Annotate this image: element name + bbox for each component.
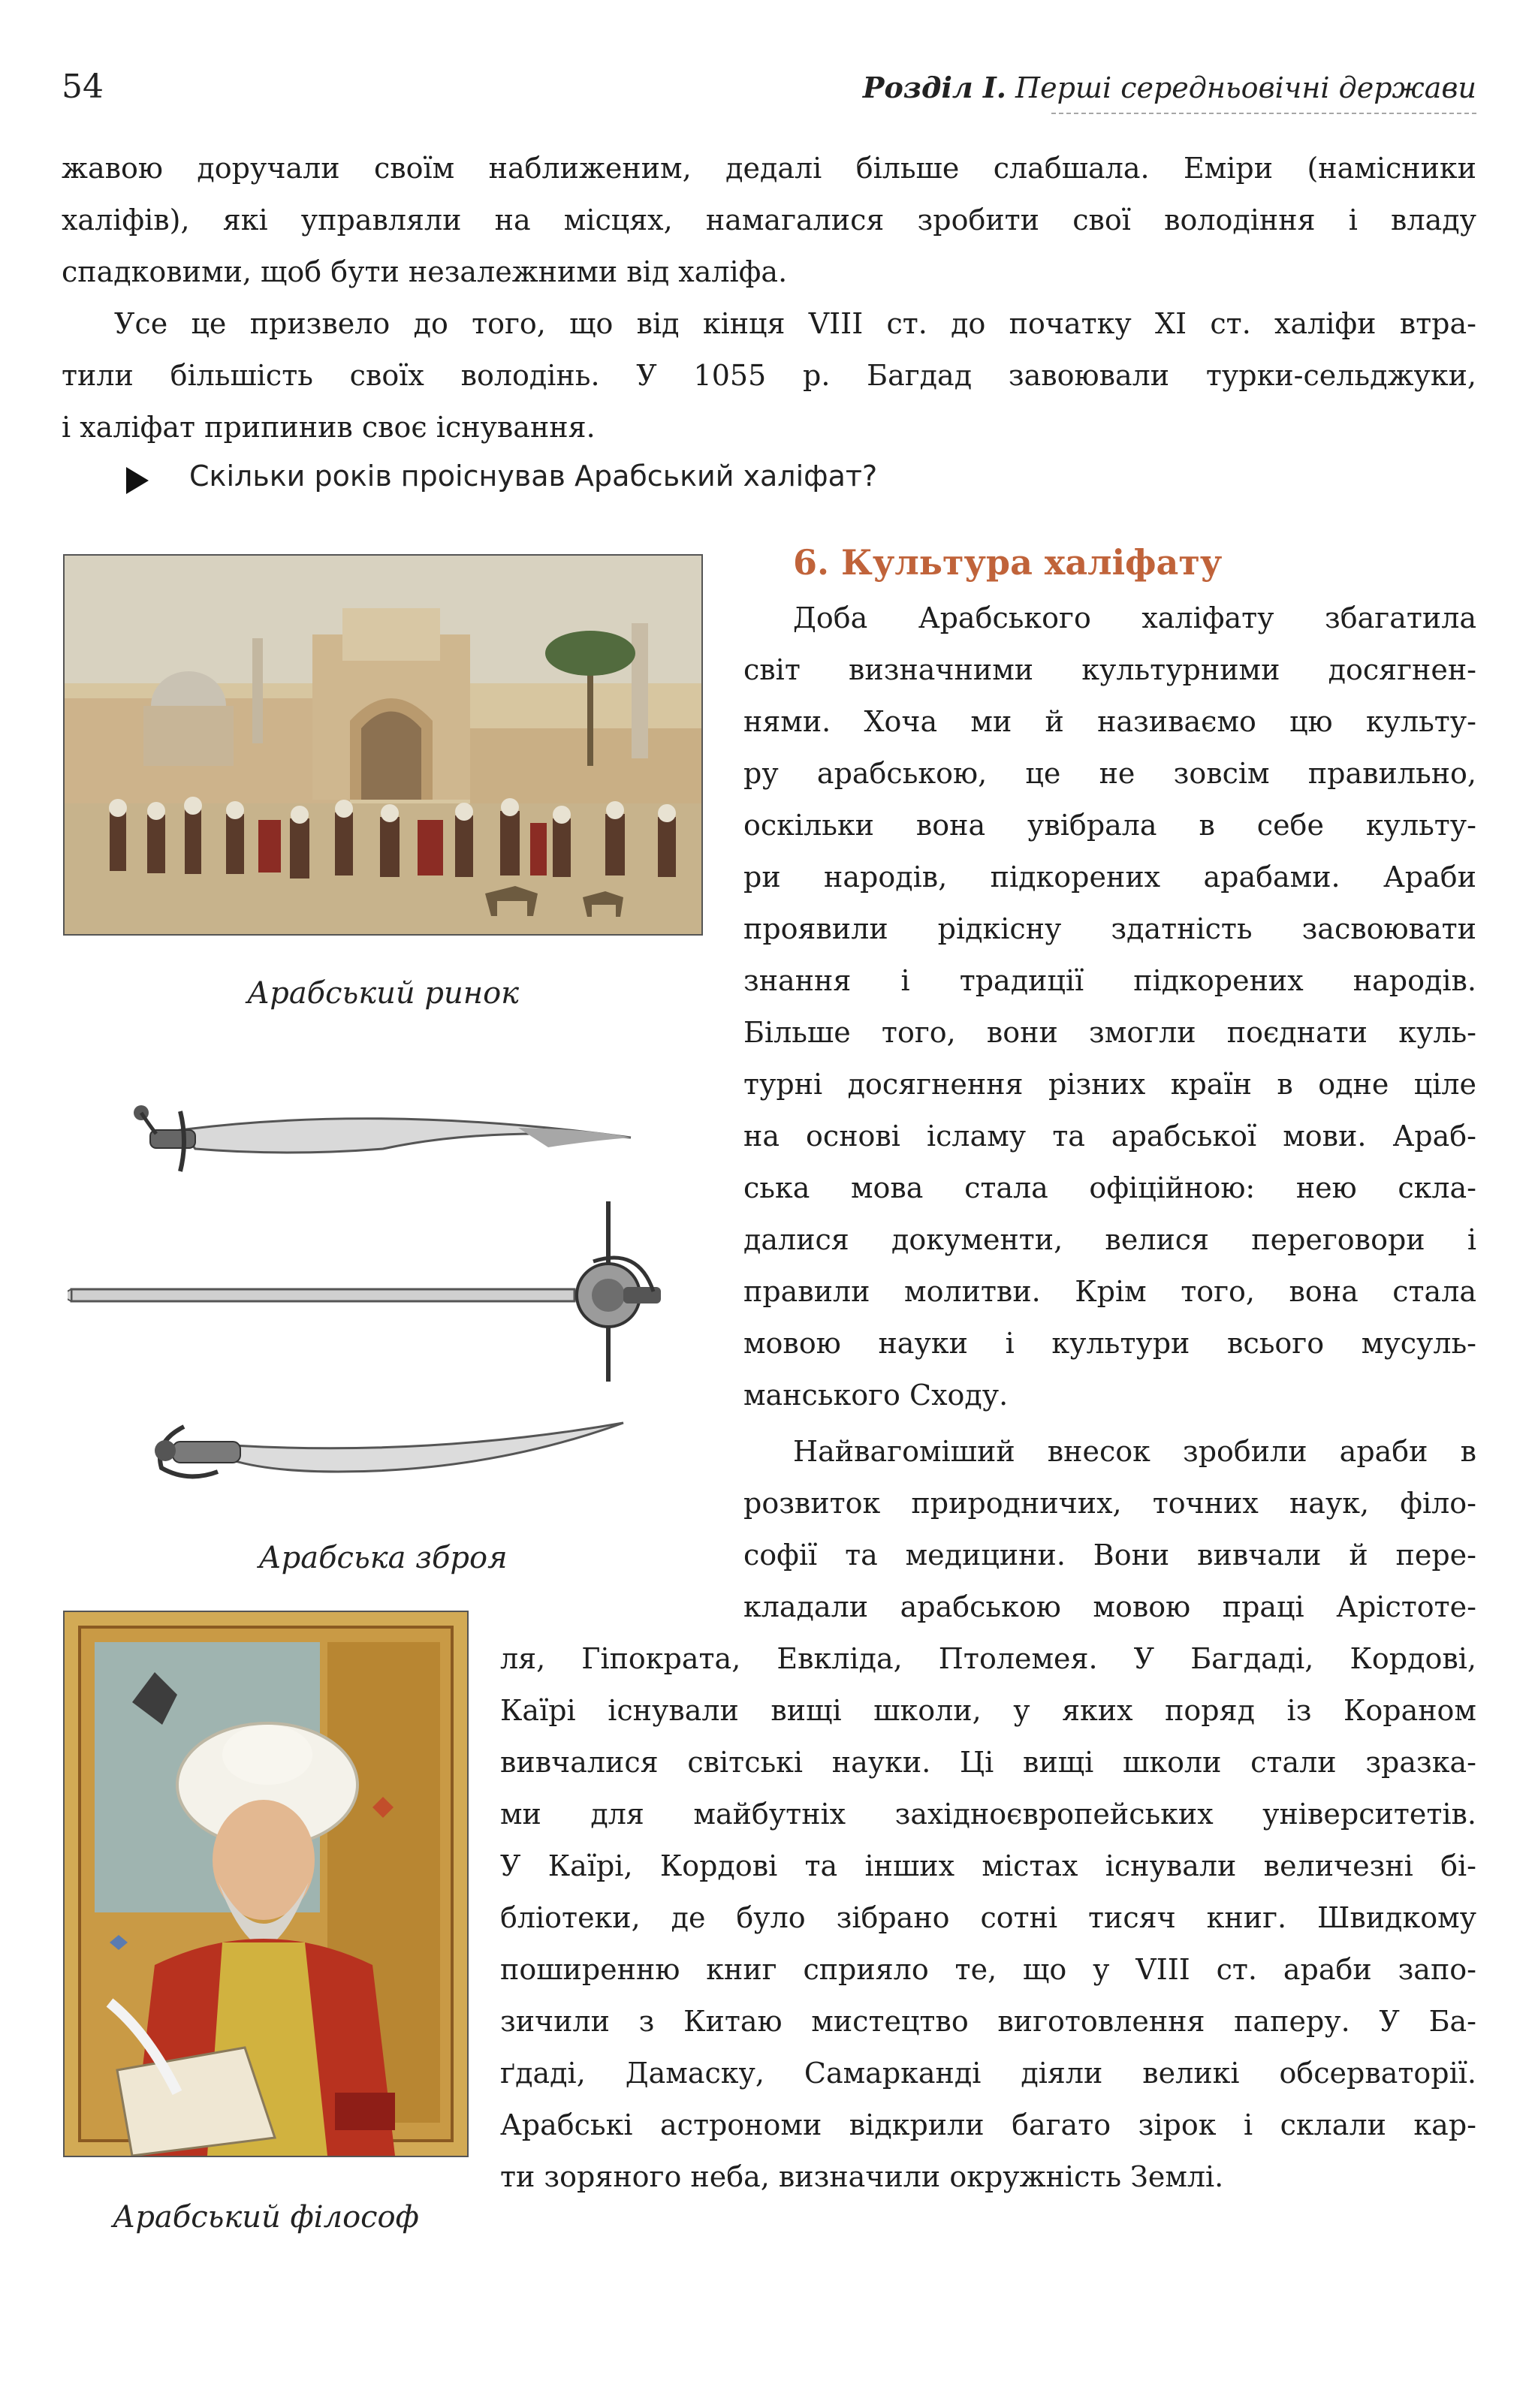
- text-line: ри народів, підкорених арабами. Араби: [743, 860, 1476, 894]
- text-line: зичили з Китаю мистецтво виготовлення паперу. У Ба-: [500, 2005, 1476, 2038]
- review-question: Скільки років проіснував Арабський халіфат?: [189, 460, 878, 493]
- text-line: ґдаді, Дамаску, Самарканді діяли великі обсерваторії.: [500, 2057, 1476, 2090]
- arab-market-image: [63, 554, 703, 936]
- arab-philosopher-image: [63, 1611, 469, 2157]
- paragraph-culture: [743, 592, 1476, 1421]
- header-rule: [1051, 113, 1476, 114]
- text-line: Доба Арабського халіфату збагатила: [793, 601, 1476, 634]
- arab-weapons-illustration: [68, 1066, 668, 1524]
- text-line: ми для майбутніх західноєвропейських університетів.: [500, 1798, 1476, 1831]
- text-line: Усе це призвело до того, що від кінця VIII ст. до початку ХІ ст. халіфи втра-: [114, 307, 1476, 340]
- text-line: ля, Гіпократа, Евкліда, Птолемея. У Багдаді, Кордові,: [500, 1642, 1476, 1675]
- text-line: халіфів), які управляли на місцях, намагалися зробити свої володіння і владу: [62, 203, 1476, 237]
- text-line: правили молитви. Крім того, вона стала: [743, 1275, 1476, 1308]
- text-line: бліотеки, де було зібрано сотні тисяч книг. Швидкому: [500, 1901, 1476, 1934]
- text-line: ру арабською, це не зовсім правильно,: [743, 757, 1476, 790]
- text-line: проявили рідкісну здатність засвоювати: [743, 912, 1476, 945]
- text-line: оскільки вона увібрала в себе культу-: [743, 809, 1476, 842]
- text-line: мовою науки і культури всього мусуль-: [743, 1327, 1476, 1360]
- paragraph-science-narrow: [743, 1426, 1476, 1633]
- text-line: турні досягнення різних країн в одне ціле: [743, 1068, 1476, 1101]
- text-line: Більше того, вони змогли поєднати куль-: [743, 1016, 1476, 1049]
- text-line: знання і традиції підкорених народів.: [743, 964, 1476, 997]
- intro-paragraph: [62, 143, 1476, 298]
- text-line: Найвагоміший внесок зробили араби в: [793, 1435, 1476, 1468]
- text-line: ська мова стала офіційною: нею скла-: [743, 1171, 1476, 1204]
- arab-weapons-image: [68, 1066, 668, 1524]
- text-line: Каїрі існували вищі школи, у яких поряд із Кораном: [500, 1694, 1476, 1727]
- page-number: 54: [62, 68, 104, 106]
- caption-market: Арабський ринок: [246, 976, 520, 1011]
- text-line: У Каїрі, Кордові та інших містах існували величезні бі-: [500, 1849, 1476, 1882]
- text-line: Арабські астрономи відкрили багато зірок і склали кар-: [500, 2108, 1476, 2141]
- running-header: [863, 71, 1476, 104]
- paragraph-caliphate-end: [62, 298, 1476, 454]
- running-header-title: Перші середньовічні держави: [1006, 71, 1476, 104]
- text-line: і халіфат припинив своє існування.: [62, 411, 596, 444]
- text-line: кладали арабською мовою праці Арістоте-: [743, 1590, 1476, 1623]
- text-line: розвиток природничих, точних наук, філо-: [743, 1487, 1476, 1520]
- text-line: тили більшість своїх володінь. У 1055 р. Багдад завоювали турки-сельджуки,: [62, 359, 1476, 392]
- caption-philosopher: Арабський філософ: [113, 2200, 419, 2235]
- paragraph-science-wide: [500, 1633, 1476, 2203]
- question-bullet-icon: [126, 467, 149, 494]
- arab-market-illustration: [65, 556, 701, 934]
- running-header-section: Розділ І.: [862, 71, 1006, 104]
- text-line: жавою доручали своїм наближеним, дедалі більше слабшала. Еміри (намісники: [62, 152, 1476, 185]
- caption-weapons: Арабська зброя: [258, 1541, 508, 1575]
- text-line: ти зоряного неба, визначили окружність Землі.: [500, 2160, 1224, 2193]
- text-line: манського Сходу.: [743, 1379, 1009, 1412]
- text-line: поширенню книг сприяло те, що у VIII ст. араби запо-: [500, 1953, 1476, 1986]
- text-line: нями. Хоча ми й називаємо цю культу-: [743, 705, 1476, 738]
- text-line: світ визначними культурними досягнен-: [743, 653, 1476, 686]
- text-line: вивчалися світські науки. Ці вищі школи стали зразка-: [500, 1746, 1476, 1779]
- text-line: спадковими, щоб бути незалежними від халіфа.: [62, 255, 788, 288]
- text-line: на основі ісламу та арабської мови. Араб-: [743, 1120, 1476, 1153]
- text-line: далися документи, велися переговори і: [743, 1223, 1476, 1256]
- arab-philosopher-illustration: [65, 1612, 467, 2156]
- text-line: софії та медицини. Вони вивчали й пере-: [743, 1539, 1476, 1572]
- section-heading: 6. Культура халіфату: [793, 542, 1223, 583]
